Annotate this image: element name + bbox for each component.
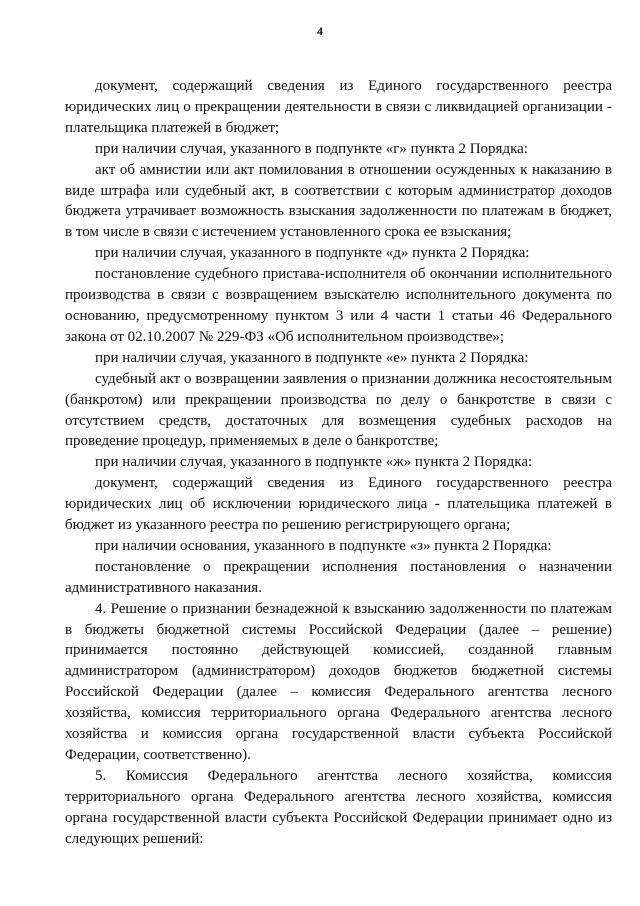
document-body	[65, 76, 612, 850]
paragraph: судебный акт о возвращении заявления о признании должника несостоятельным (банкротом) или прекращении производства по делу о банкротстве в связи с отсутствием средств, достаточных для возмещения судебных расходов на проведение процедур, применяемых в деле о банкротстве;	[65, 370, 612, 450]
paragraph: постановление о прекращении исполнения постановления о назначении административного наказания.	[65, 558, 612, 596]
paragraph: при наличии случая, указанного в подпункте «д» пункта 2 Порядка:	[95, 245, 530, 262]
paragraph: 4. Решение о признании безнадежной к взысканию задолженности по платежам в бюджеты бюджетной системы Российской Федерации (далее – решение) принимается постоянно действующей комиссией, созданной главным администратором (администратором) доходов бюджетов бюджетной системы Российской Федерации (далее – комиссия Федерального агентства лесного хозяйства, комиссия территориального органа Федерального агентства лесного хозяйства и комиссия органа государственной власти субъекта Российской Федерации, соответственно).	[65, 600, 612, 763]
paragraph: при наличии случая, указанного в подпункте «ж» пункта 2 Порядка:	[95, 454, 533, 471]
paragraph: документ, содержащий сведения из Единого государственного реестра юридических лиц об исключении юридического лица - плательщика платежей в бюджет из указанного реестра по решению регистрирующего органа;	[65, 475, 612, 534]
paragraph: документ, содержащий сведения из Единого государственного реестра юридических лиц о прекращении деятельности в связи с ликвидацией организации - плательщика платежей в бюджет;	[65, 78, 612, 136]
paragraph: постановление судебного пристава-исполнителя об окончании исполнительного производства в связи с возвращением взыскателю исполнительного документа по основанию, предусмотренному пунктом 3 или 4 части 1 статьи 46 Федерального закона от 02.10.2007 № 229-ФЗ «Об исполнительном производстве»;	[65, 266, 612, 345]
paragraph: при наличии случая, указанного в подпункте «е» пункта 2 Порядка:	[95, 349, 529, 366]
paragraph: 5. Комиссия Федерального агентства лесного хозяйства, комиссия территориального органа Федерального агентства лесного хозяйства, комиссия органа государственной власти субъекта Российской Федерации принимает одно из следующих решений:	[65, 767, 612, 847]
paragraph: акт об амнистии или акт помилования в отношении осужденных к наказанию в виде штрафа или судебный акт, в соответствии с которым администратор доходов бюджета утрачивает возможность взыскания задолженности по платежам в бюджет, в том числе в связи с истечением установленного срока ее взыскания;	[65, 161, 612, 241]
paragraph: при наличии основания, указанного в подпункте «з» пункта 2 Порядка:	[95, 537, 552, 554]
paragraph: при наличии случая, указанного в подпункте «г» пункта 2 Порядка:	[95, 140, 528, 157]
page-number: 4	[317, 24, 323, 38]
